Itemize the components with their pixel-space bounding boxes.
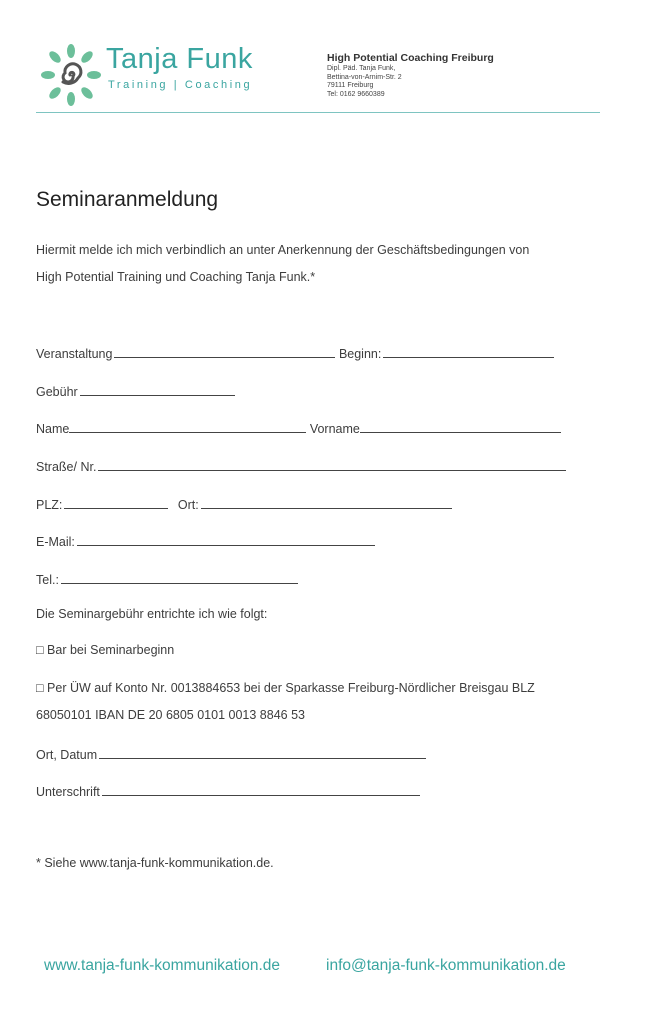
option-bar-label: Bar bei Seminarbeginn	[47, 643, 175, 657]
vorname-field[interactable]	[360, 420, 561, 433]
gebuehr-field[interactable]	[80, 383, 235, 396]
strasse-row	[36, 458, 566, 474]
strasse-label: Straße/ Nr.	[36, 460, 97, 474]
veranstaltung-label: Veranstaltung	[36, 347, 113, 361]
unterschrift-row	[36, 783, 420, 799]
option-transfer-label: Per ÜW auf Konto Nr. 0013884653 bei der Sparkasse Freiburg-Nördlicher Breisgau BLZ	[47, 681, 535, 695]
beginn-label: Beginn:	[338, 347, 382, 361]
veranstaltung-row	[36, 345, 554, 361]
email-label: E-Mail:	[36, 535, 75, 549]
tel-field[interactable]	[61, 571, 298, 584]
gebuehr-row	[36, 383, 235, 399]
contact-line: Tel: 0162 9660389	[327, 90, 385, 98]
ort-label: Ort:	[177, 498, 199, 512]
intro-text-line-1: Hiermit melde ich mich verbindlich an unter Anerkennung der Geschäftsbedingungen von	[36, 243, 530, 257]
page-title: Seminaranmeldung	[36, 188, 219, 211]
unterschrift-label: Unterschrift	[36, 785, 100, 799]
ort-field[interactable]	[201, 496, 452, 509]
spiral-leaf-logo-icon	[40, 44, 102, 106]
brand-tagline: Training | Coaching	[108, 79, 253, 91]
contact-line: 79111 Freiburg	[327, 82, 374, 90]
contact-block	[327, 52, 494, 99]
name-field[interactable]	[69, 420, 306, 433]
plz-field[interactable]	[64, 496, 168, 509]
footnote: * Siehe www.tanja-funk-kommunikation.de.	[36, 856, 274, 870]
beginn-field[interactable]	[383, 345, 554, 358]
footer-website-link[interactable]: www.tanja-funk-kommunikation.de	[44, 957, 281, 974]
checkbox-bar[interactable]: □	[36, 643, 44, 657]
unterschrift-field[interactable]	[102, 783, 420, 796]
ort-datum-field[interactable]	[99, 746, 426, 759]
contact-title: High Potential Coaching Freiburg	[327, 52, 494, 64]
payment-option-transfer[interactable]	[36, 681, 535, 695]
payment-option-bar[interactable]	[36, 643, 174, 657]
payment-intro: Die Seminargebühr entrichte ich wie folgt:	[36, 607, 268, 621]
email-field[interactable]	[77, 533, 375, 546]
intro-text-line-2: High Potential Training und Coaching Tanja Funk.*	[36, 270, 316, 284]
header-divider	[36, 112, 600, 113]
strasse-field[interactable]	[98, 458, 566, 471]
brand-name: Tanja Funk	[106, 43, 253, 75]
option-transfer-bank-details: 68050101 IBAN DE 20 6805 0101 0013 8846 53	[36, 708, 305, 722]
tel-label: Tel.:	[36, 573, 59, 587]
footer-email-link[interactable]: info@tanja-funk-kommunikation.de	[326, 957, 566, 974]
ort-datum-row	[36, 746, 426, 762]
vorname-label: Vorname	[309, 422, 360, 436]
contact-line: Bettina-von-Arnim-Str. 2	[327, 73, 402, 81]
plz-label: PLZ:	[36, 498, 63, 512]
checkbox-transfer[interactable]: □	[36, 681, 44, 695]
contact-line: Dipl. Päd. Tanja Funk,	[327, 65, 396, 72]
veranstaltung-field[interactable]	[114, 345, 335, 358]
tel-row	[36, 571, 298, 587]
name-row	[36, 420, 561, 436]
plz-ort-row	[36, 496, 452, 512]
ort-datum-label: Ort, Datum	[36, 748, 98, 762]
name-label: Name	[36, 422, 70, 436]
gebuehr-label: Gebühr	[36, 385, 78, 399]
email-row	[36, 533, 375, 549]
